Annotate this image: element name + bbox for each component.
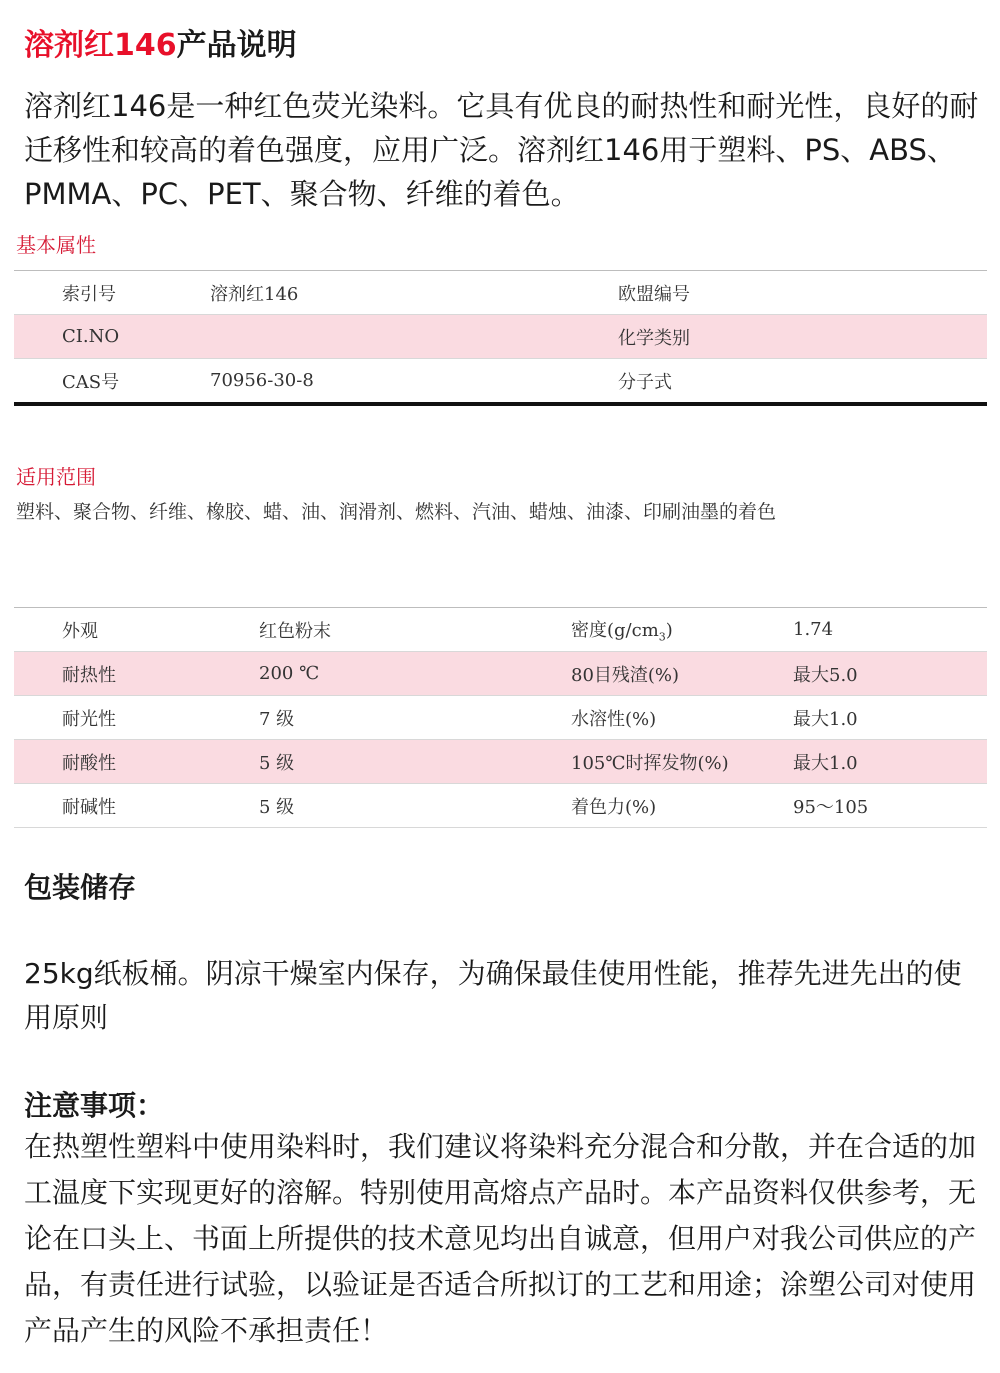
table-value: 溶剂红146: [210, 271, 618, 315]
notes-heading: 注意事项：: [24, 1089, 165, 1122]
table-row: [14, 696, 987, 740]
scope-label: 适用范围: [16, 465, 96, 489]
table-key: 水溶性(%): [571, 696, 793, 740]
table-key: 分子式: [618, 359, 987, 405]
table-key: 化学类别: [618, 315, 987, 359]
page-title: [24, 20, 297, 64]
table-key: 外观: [14, 608, 259, 652]
table-row: [14, 784, 987, 828]
table-value: [210, 315, 618, 359]
table-key: 密度$(g/cm_3)$: [571, 608, 793, 652]
table-value: 95～105: [793, 784, 987, 828]
table-value: 红色粉末: [259, 608, 571, 652]
table-value: 最大1.0: [793, 696, 987, 740]
scope-text: 塑料、聚合物、纤维、橡胶、蜡、油、润滑剂、燃料、汽油、蜡烛、油漆、印刷油墨的着色: [16, 501, 777, 523]
table-value: 最大1.0: [793, 740, 987, 784]
basic-properties-label: 基本属性: [16, 233, 96, 257]
table-row: [14, 359, 987, 405]
table-row: [14, 740, 987, 784]
table-row: [14, 608, 987, 652]
intro-paragraph: 溶剂红146是一种红色荧光染料。它具有优良的耐热性和耐光性，良好的耐迁移性和较高的着色强度，应用广泛。溶剂红146用于塑料、PS、ABS、PMMA、PC、PET、聚合物、纤维的着色。: [24, 89, 979, 211]
table-key: 105℃时挥发物(%): [571, 740, 793, 784]
table-key: CI.NO: [14, 315, 210, 359]
table-value: 最大5.0: [793, 652, 987, 696]
basic-properties-table: [14, 270, 987, 406]
table-key: 80目残渣(%): [571, 652, 793, 696]
storage-heading: 包装储存: [24, 871, 137, 904]
table-row: [14, 652, 987, 696]
title-suffix: 产品说明: [176, 28, 297, 63]
notes-text: 在热塑性塑料中使用染料时，我们建议将染料充分混合和分散，并在合适的加工温度下实现更好的溶解。特别使用高熔点产品时。本产品资料仅供参考，无论在口头上、书面上所提供的技术意见均出自诚意，但用户对我公司供应的产品，有责任进行试验，以验证是否适合所拟订的工艺和用途；涂塑公司对使用产品产生的风险不承担责任！: [24, 1130, 977, 1347]
table-value: 7 级: [259, 696, 571, 740]
table-key: 耐光性: [14, 696, 259, 740]
table-key: CAS号: [14, 359, 210, 405]
table-value: 70956-30-8: [210, 359, 618, 405]
table-key: 耐酸性: [14, 740, 259, 784]
table-key: 索引号: [14, 271, 210, 315]
table-value: 5 级: [259, 784, 571, 828]
table-key: 欧盟编号: [618, 271, 987, 315]
table-value: 5 级: [259, 740, 571, 784]
table-row: [14, 271, 987, 315]
table-value: 200 ℃: [259, 652, 571, 696]
storage-text: 25kg纸板桶。阴凉干燥室内保存，为确保最佳使用性能，推荐先进先出的使用原则: [24, 957, 962, 1034]
table-key: 耐碱性: [14, 784, 259, 828]
table-row: [14, 315, 987, 359]
properties-table: [14, 607, 987, 828]
title-product-name: 溶剂红146: [24, 28, 177, 63]
table-key: 着色力(%): [571, 784, 793, 828]
table-key: 耐热性: [14, 652, 259, 696]
table-value: 1.74: [793, 608, 987, 652]
